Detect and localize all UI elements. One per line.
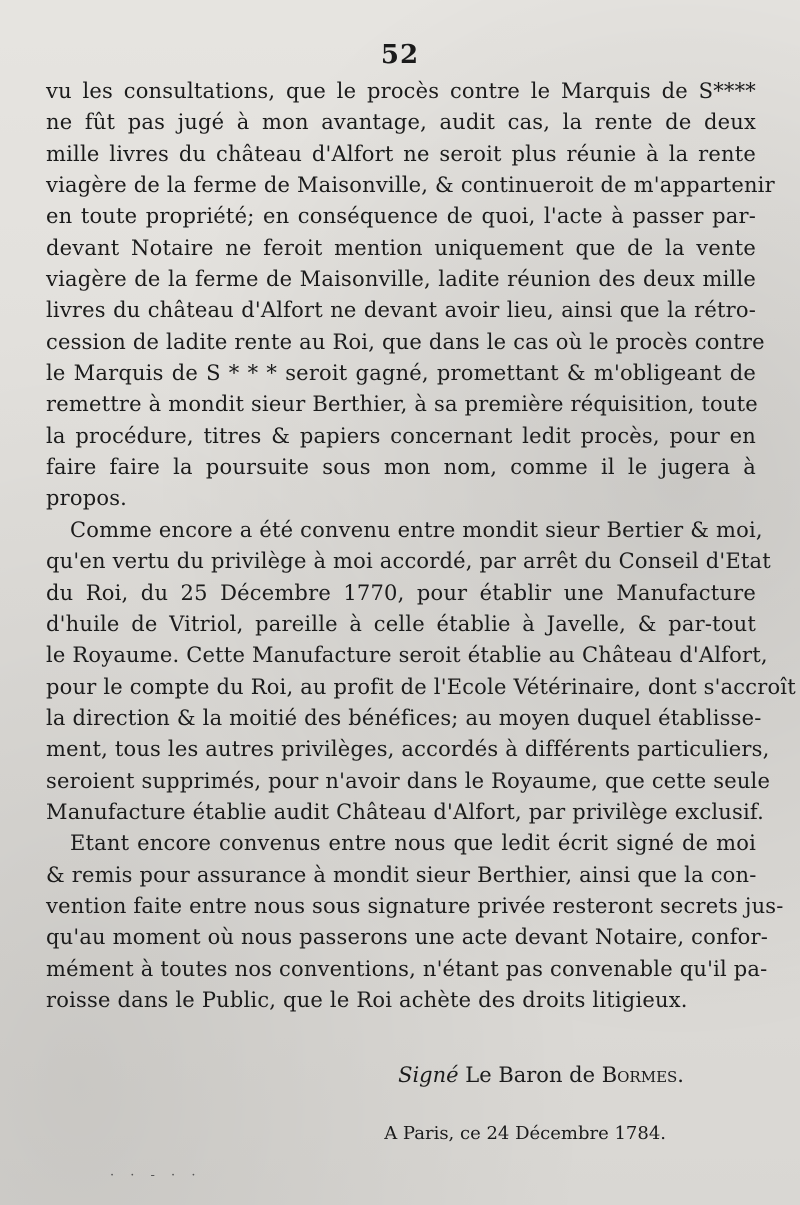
- signature-name-prefix: Le Baron de: [465, 1063, 602, 1087]
- text-line: remettre à mondit sieur Berthier, à sa première réquisition, toute: [46, 392, 758, 417]
- text-line: ne fût pas jugé à mon avantage, audit cas, la rente de deux: [46, 110, 756, 135]
- text-line: le Marquis de S * * * seroit gagné, promettant & m'obligeant de: [46, 361, 756, 386]
- text-line: ment, tous les autres privilèges, accordés à différents particuliers,: [46, 737, 770, 762]
- text-line: faire faire la poursuite sous mon nom, comme il le jugera à: [46, 455, 756, 480]
- text-line: cession de ladite rente au Roi, que dans le cas où le procès contre: [46, 329, 765, 354]
- text-line: & remis pour assurance à mondit sieur Berthier, ainsi que la con-: [46, 862, 757, 887]
- body-text: [46, 76, 796, 1016]
- text-line: roisse dans le Public, que le Roi achète des droits litigieux.: [46, 987, 688, 1012]
- signature-name: Bormes.: [601, 1063, 684, 1087]
- text-line: pour le compte du Roi, au profit de l'Ecole Vétérinaire, dont s'accroît: [46, 674, 796, 699]
- text-line: en toute propriété; en conséquence de quoi, l'acte à passer par-: [46, 204, 756, 229]
- text-line: le Royaume. Cette Manufacture seroit établie au Château d'Alfort,: [46, 643, 768, 668]
- text-line: mille livres du château d'Alfort ne seroit plus réunie à la rente: [46, 141, 756, 166]
- text-line: propos.: [46, 486, 128, 511]
- text-line: viagère de la ferme de Maisonville, ladite réunion des deux mille: [46, 267, 756, 292]
- text-line: qu'en vertu du privilège à moi accordé, par arrêt du Conseil d'Etat: [46, 549, 771, 574]
- dateline: A Paris, ce 24 Décembre 1784.: [384, 1123, 666, 1144]
- paragraph-start-line: Etant encore convenus entre nous que ledit écrit signé de moi: [70, 831, 756, 856]
- text-line: qu'au moment où nous passerons une acte devant Notaire, confor-: [46, 925, 769, 950]
- paragraph-start-line: Comme encore a été convenu entre mondit sieur Bertier & moi,: [70, 517, 763, 542]
- text-line: devant Notaire ne feroit mention uniquement que de la vente: [46, 235, 756, 260]
- signature-line: [0, 1063, 684, 1087]
- text-line: d'huile de Vitriol, pareille à celle établie à Javelle, & par-tout: [46, 611, 756, 636]
- text-line: livres du château d'Alfort ne devant avoir lieu, ainsi que la rétro-: [46, 298, 756, 323]
- text-line: la direction & la moitié des bénéfices; au moyen duquel établisse-: [46, 705, 762, 730]
- text-line: mément à toutes nos conventions, n'étant pas convenable qu'il pa-: [46, 956, 768, 981]
- text-line: Manufacture établie audit Château d'Alfort, par privilège exclusif.: [46, 799, 764, 824]
- text-line: vu les consultations, que le procès contre le Marquis de S****: [46, 79, 756, 103]
- text-line: seroient supprimés, pour n'avoir dans le Royaume, que cette seule: [46, 768, 771, 793]
- paper-specks: · · - · ·: [110, 1168, 202, 1183]
- text-line: viagère de la ferme de Maisonville, & continueroit de m'appartenir: [46, 173, 775, 198]
- signed-word: Signé: [398, 1063, 459, 1087]
- text-line: vention faite entre nous sous signature privée resteront secrets jus-: [46, 893, 784, 918]
- text-line: la procédure, titres & papiers concernant ledit procès, pour en: [46, 423, 756, 448]
- page-number: 52: [380, 40, 420, 70]
- text-line: du Roi, du 25 Décembre 1770, pour établir une Manufacture: [46, 580, 756, 605]
